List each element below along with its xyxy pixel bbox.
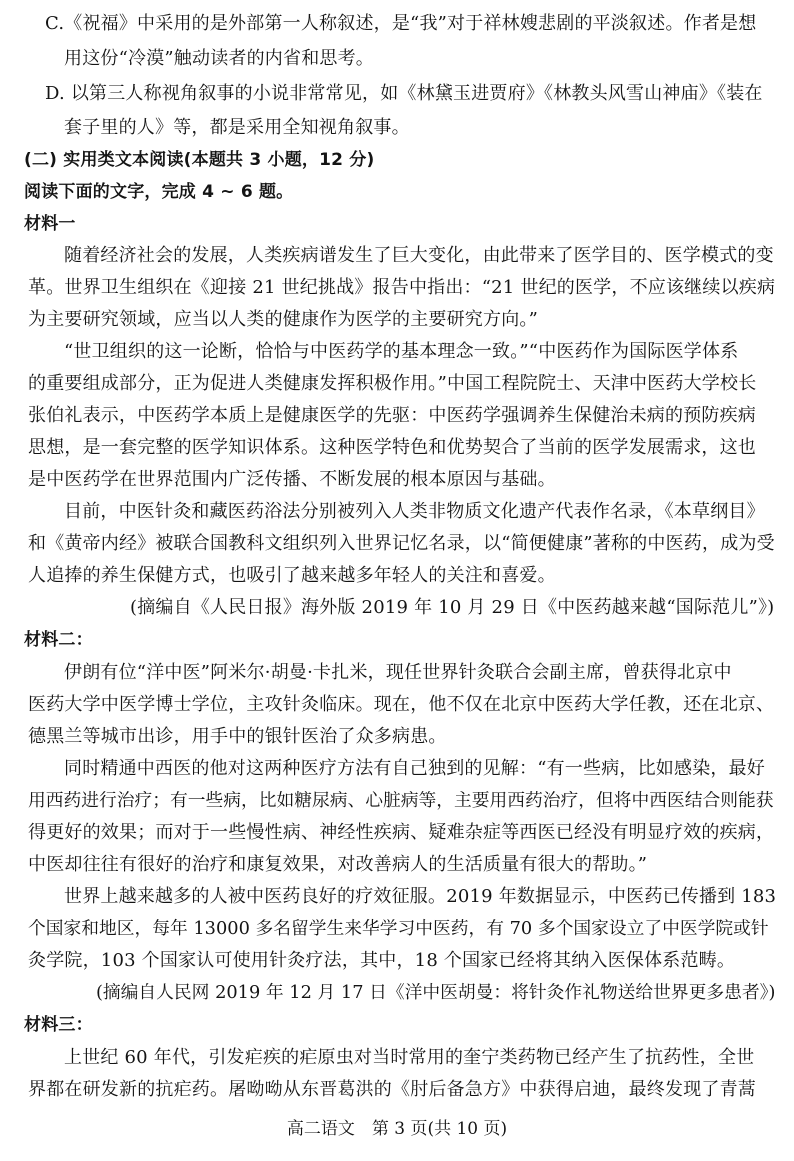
material-3-line: 上世纪 60 年代，引发疟疾的疟原虫对当时常用的奎宁类药物已经产生了抗药性，全世 [64,1047,755,1068]
material-1-line: 目前，中医针灸和藏医药浴法分别被列入人类非物质文化遗产代表作名录，《本草纲目》 [64,501,765,522]
material-1-line: 随着经济社会的发展，人类疾病谱发生了巨大变化，由此带来了医学目的、医学模式的变 [64,245,774,266]
material-2-line: 个国家和地区，每年 13000 多名留学生来华学习中医药，有 70 多个国家设立了中医学院或针 [28,919,769,939]
material-2-line: 世界上越来越多的人被中医药良好的疗效征服。2019 年数据显示，中医药已传播到 183 [64,886,777,907]
material-2-line: 用西药进行治疗；有一些病，比如糖尿病、心脏病等，主要用西药治疗，但将中西医结合则能获 [28,791,774,811]
material-2-line: 灸学院，103 个国家认可使用针灸疗法，其中，18 个国家已经将其纳入医保体系范畴。 [28,950,736,971]
option-d-line-2: 套子里的人》等，都是采用全知视角叙事。 [64,117,410,138]
section-heading: (二) 实用类文本阅读(本题共 3 小题，12 分) [24,150,375,170]
material-3-line: 界都在研发新的抗疟药。屠呦呦从东晋葛洪的《肘后备急方》中获得启迪，最终发现了青蒿 [28,1079,756,1100]
option-c-line-1: C.《祝福》中采用的是外部第一人称叙述，是“我”对于祥林嫂悲剧的平淡叙述。作者是想 [45,13,757,34]
material-1-line: 人追捧的养生保健方式，也吸引了越来越多年轻人的关注和喜爱。 [28,565,556,586]
material-1-line: 革。世界卫生组织在《迎接 21 世纪挑战》报告中指出：“21 世纪的医学，不应该继续以疾病 [28,277,776,298]
material-2-line: 德黑兰等城市出诊，用手中的银针医治了众多病患。 [28,726,447,747]
section-instruction: 阅读下面的文字，完成 4 ~ 6 题。 [24,182,294,202]
material-1-line: 思想，是一套完整的医学知识体系。这种医学特色和优势契合了当前的医学发展需求，这也 [28,437,756,458]
option-c-line-2: 用这份“冷漠”触动读者的内省和思考。 [64,48,375,69]
material-3-label: 材料三： [24,1015,93,1035]
material-1-line: 是中医药学在世界范围内广泛传播、不断发展的根本原因与基础。 [28,469,556,490]
material-2-line: 同时精通中西医的他对这两种医疗方法有自己独到的见解：“有一些病，比如感染，最好 [64,758,765,779]
material-2-source: (摘编自人民网 2019 年 12 月 17 日《洋中医胡曼：将针灸作礼物送给世界更多患者》) [96,983,776,1003]
material-2-line: 得更好的效果；而对于一些慢性病、神经性疾病、疑难杂症等西医已经没有明显疗效的疾病， [28,822,775,843]
material-1-line: 张伯礼表示，中医药学本质上是健康医学的先驱：中医药学强调养生保健治未病的预防疾病 [28,405,756,426]
material-1-line: 和《黄帝内经》被联合国教科文组织列入世界记忆名录，以“简便健康”著称的中医药，成为受 [28,533,775,554]
material-1-line: 为主要研究领域，应当以人类的健康作为医学的主要研究方向。” [28,309,538,330]
material-1-source: (摘编自《人民日报》海外版 2019 年 10 月 29 日《中医药越来越“国际范儿”》) [130,597,775,618]
page-footer: 高二语文 第 3 页(共 10 页) [286,1119,508,1139]
material-2-line: 伊朗有位“洋中医”阿米尔·胡曼·卡扎米，现任世界针灸联合会副主席，曾获得北京中 [64,662,732,683]
material-1-line: 的重要组成部分，正为促进人类健康发挥积极作用。”中国工程院院士、天津中医药大学校长 [28,373,757,394]
material-1-label: 材料一 [24,214,76,234]
material-1-line: “世卫组织的这一论断，恰恰与中医药学的基本理念一致。”“中医药作为国际医学体系 [64,341,739,362]
material-2-line: 中医却往往有很好的治疗和康复效果，对改善病人的生活质量有很大的帮助。” [28,854,648,875]
option-d-line-1: D. 以第三人称视角叙事的小说非常常见，如《林黛玉进贾府》《林教头风雪山神庙》《装在 [45,83,763,104]
material-2-label: 材料二： [24,630,93,650]
material-2-line: 医药大学中医学博士学位，主攻针灸临床。现在，他不仅在北京中医药大学任教，还在北京、 [28,694,775,715]
